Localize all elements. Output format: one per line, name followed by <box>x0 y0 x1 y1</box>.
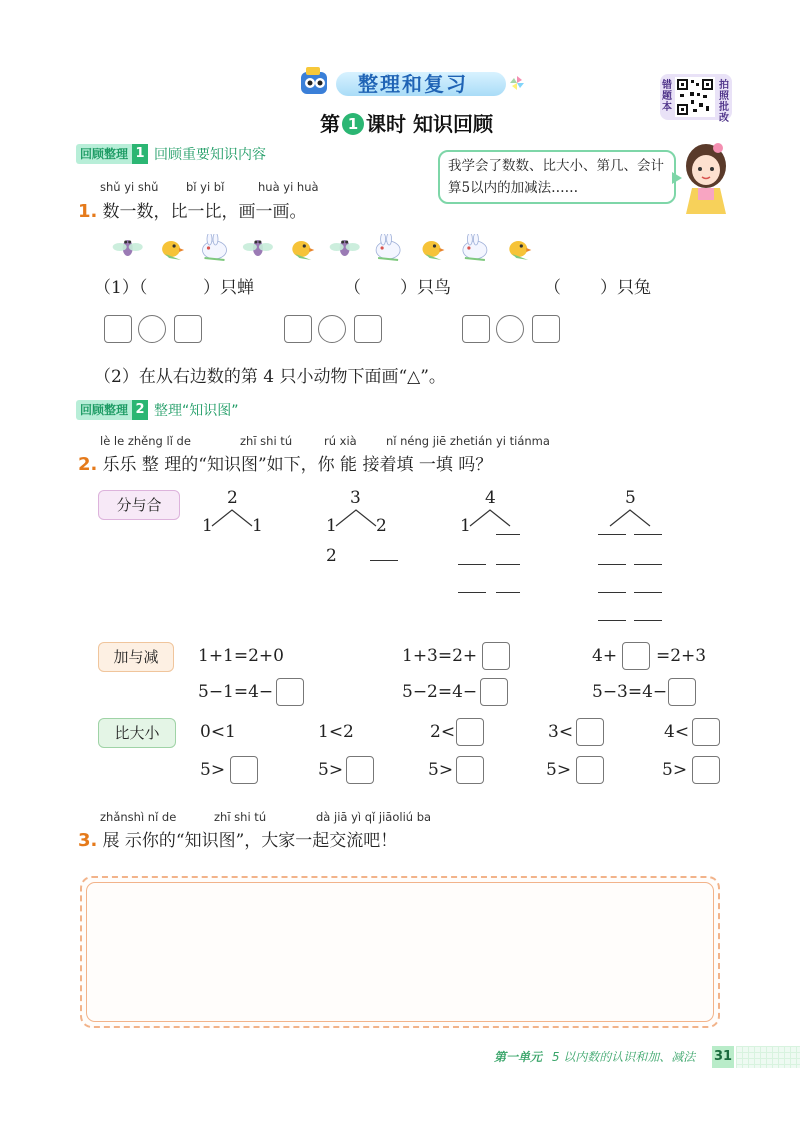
lesson-suffix: 课时 知识回顾 <box>366 112 493 136</box>
tree3-r1-blank[interactable] <box>496 534 520 536</box>
tree4-r4-blank-b[interactable] <box>634 620 662 622</box>
addsub-r1-2: 1+3=2+ <box>402 646 478 666</box>
tree2-right: 2 <box>376 516 387 536</box>
compare-r1-5: 4< <box>664 722 690 742</box>
tree2-top: 3 <box>350 488 361 508</box>
compare-r1-3: 2< <box>430 722 456 742</box>
tree2-row2-blank[interactable] <box>370 560 398 562</box>
tree3-r3-blank-a[interactable] <box>458 592 486 594</box>
q1-pinyin-2: bǐ yi bǐ <box>186 180 225 194</box>
compare-r1-4: 3< <box>548 722 574 742</box>
footer-grid-decoration <box>736 1046 800 1068</box>
q1-part1-bird: ）只鸟 <box>400 278 451 298</box>
section2-title: 整理“知识图” <box>154 403 239 419</box>
tree4-r1-blank-b[interactable] <box>634 534 662 536</box>
q1-part1-cicada: ）只蝉 <box>203 278 254 298</box>
tree1-top: 2 <box>227 488 238 508</box>
section2-tag-label: 回顾整理 <box>76 400 132 420</box>
tree3-r3-blank-b[interactable] <box>496 592 520 594</box>
tree4-r3-blank-a[interactable] <box>598 592 626 594</box>
label-addsub: 加与减 <box>98 642 174 672</box>
footer-unit: 第一单元 <box>494 1050 543 1064</box>
banner-title: 整理和复习 <box>358 72 468 96</box>
q2-number: 2. <box>78 454 98 475</box>
q1-part1-prefix: （1）（ <box>94 278 148 298</box>
tree2-left: 1 <box>326 516 337 536</box>
compare-r2-5: 5> <box>662 760 688 780</box>
compare-r1-1: 0<1 <box>200 722 236 742</box>
compare-r2-1: 5> <box>200 760 226 780</box>
q1-pinyin-1: shǔ yi shǔ <box>100 180 159 194</box>
label-compare: 比大小 <box>98 718 176 748</box>
q2-pinyin-1: lè le zhěng lǐ de <box>100 434 191 448</box>
q2-pinyin-4: nǐ néng jiē zhetián yi tiánma <box>386 434 550 448</box>
tree3-r2-blank-b[interactable] <box>496 564 520 566</box>
compare-r2-3: 5> <box>428 760 454 780</box>
label-split: 分与合 <box>98 490 180 520</box>
compare-r2-box-3[interactable] <box>456 756 484 784</box>
tree4-r2-blank-b[interactable] <box>634 564 662 566</box>
qr-left-label: 错题本 <box>662 80 672 113</box>
answer-area-inner <box>86 882 714 1022</box>
compare-r1-box-5[interactable] <box>692 718 720 746</box>
q3-text: 展 示你的“知识图”，大家一起交流吧！ <box>102 831 398 851</box>
section1-title: 回顾重要知识内容 <box>154 147 267 163</box>
compare-r2-4: 5> <box>546 760 572 780</box>
tree3-r2-blank-a[interactable] <box>458 564 486 566</box>
answer-area[interactable] <box>80 876 720 1028</box>
tree2-row2-left: 2 <box>326 546 337 566</box>
speech-bubble: 我学会了数数、比大小、第几、会计算5以内的加减法…… <box>438 150 676 204</box>
compare-r2-box-1[interactable] <box>230 756 258 784</box>
q2-text: 乐乐 整 理的“知识图”如下，你 能 接着填 一填 吗？ <box>102 455 493 475</box>
tree3-top: 4 <box>485 488 496 508</box>
tree4-r3-blank-b[interactable] <box>634 592 662 594</box>
tree1-right: 1 <box>252 516 263 536</box>
q3-pinyin-3: dà jiā yì qǐ jiāoliú ba <box>316 810 432 824</box>
qr-right-label: 拍照批改 <box>719 80 729 124</box>
compare-r1-box-4[interactable] <box>576 718 604 746</box>
q1-part1-bird-open: （ <box>344 278 361 298</box>
compare-r2-box-4[interactable] <box>576 756 604 784</box>
section1-tag-number: 1 <box>132 144 148 164</box>
lesson-number: 1 <box>342 113 364 135</box>
footer-text <box>494 1046 695 1068</box>
q3-pinyin-2: zhī shi tú <box>214 810 267 824</box>
q2-pinyin-3: rú xià <box>324 434 357 448</box>
q2-pinyin-2: zhī shi tú <box>240 434 293 448</box>
section2-tag-number: 2 <box>132 400 148 420</box>
q1-part1-rabbit-open: （ <box>544 278 561 298</box>
addsub-r1-3: 4+ <box>592 646 618 666</box>
tree4-top: 5 <box>625 488 636 508</box>
tree3-left: 1 <box>460 516 471 536</box>
q1-pinyin-3: huà yi huà <box>258 180 319 194</box>
tree4-r4-blank-a[interactable] <box>598 620 626 622</box>
q1-part1-rabbit: ）只兔 <box>600 278 651 298</box>
compare-r2-2: 5> <box>318 760 344 780</box>
addsub-r2-2: 5−2=4− <box>402 682 478 702</box>
q1-number: 1. <box>78 201 98 222</box>
lesson-prefix: 第 <box>320 112 340 136</box>
compare-r2-box-5[interactable] <box>692 756 720 784</box>
addsub-r1-box-2[interactable] <box>482 642 510 670</box>
tree4-r1-blank-a[interactable] <box>598 534 626 536</box>
compare-r2-box-2[interactable] <box>346 756 374 784</box>
q3-number: 3. <box>78 830 98 851</box>
addsub-r2-box-2[interactable] <box>480 678 508 706</box>
compare-r1-box-3[interactable] <box>456 718 484 746</box>
addsub-r2-1: 5−1=4− <box>198 682 274 702</box>
q3-stem <box>78 826 397 851</box>
q3-pinyin-1: zhǎnshì nǐ de <box>100 810 177 824</box>
addsub-r2-3: 5−3=4− <box>592 682 668 702</box>
addsub-r2-box-3[interactable] <box>668 678 696 706</box>
addsub-r1-box-3[interactable] <box>622 642 650 670</box>
q1-text: 数一数，比一比，画一画。 <box>102 202 307 222</box>
compare-r1-2: 1<2 <box>318 722 354 742</box>
tree1-left: 1 <box>202 516 213 536</box>
tree4-r2-blank-a[interactable] <box>598 564 626 566</box>
q1-part2: （2）在从右边数的第 4 只小动物下面画“△”。 <box>94 367 446 387</box>
footer-title: 5 以内数的认识和加、减法 <box>551 1050 696 1064</box>
addsub-r2-box-1[interactable] <box>276 678 304 706</box>
addsub-r1-4: =2+3 <box>656 646 707 666</box>
addsub-r1-1: 1+1=2+0 <box>198 646 284 666</box>
section1-tag-label: 回顾整理 <box>76 144 132 164</box>
page-number: 31 <box>712 1046 734 1068</box>
